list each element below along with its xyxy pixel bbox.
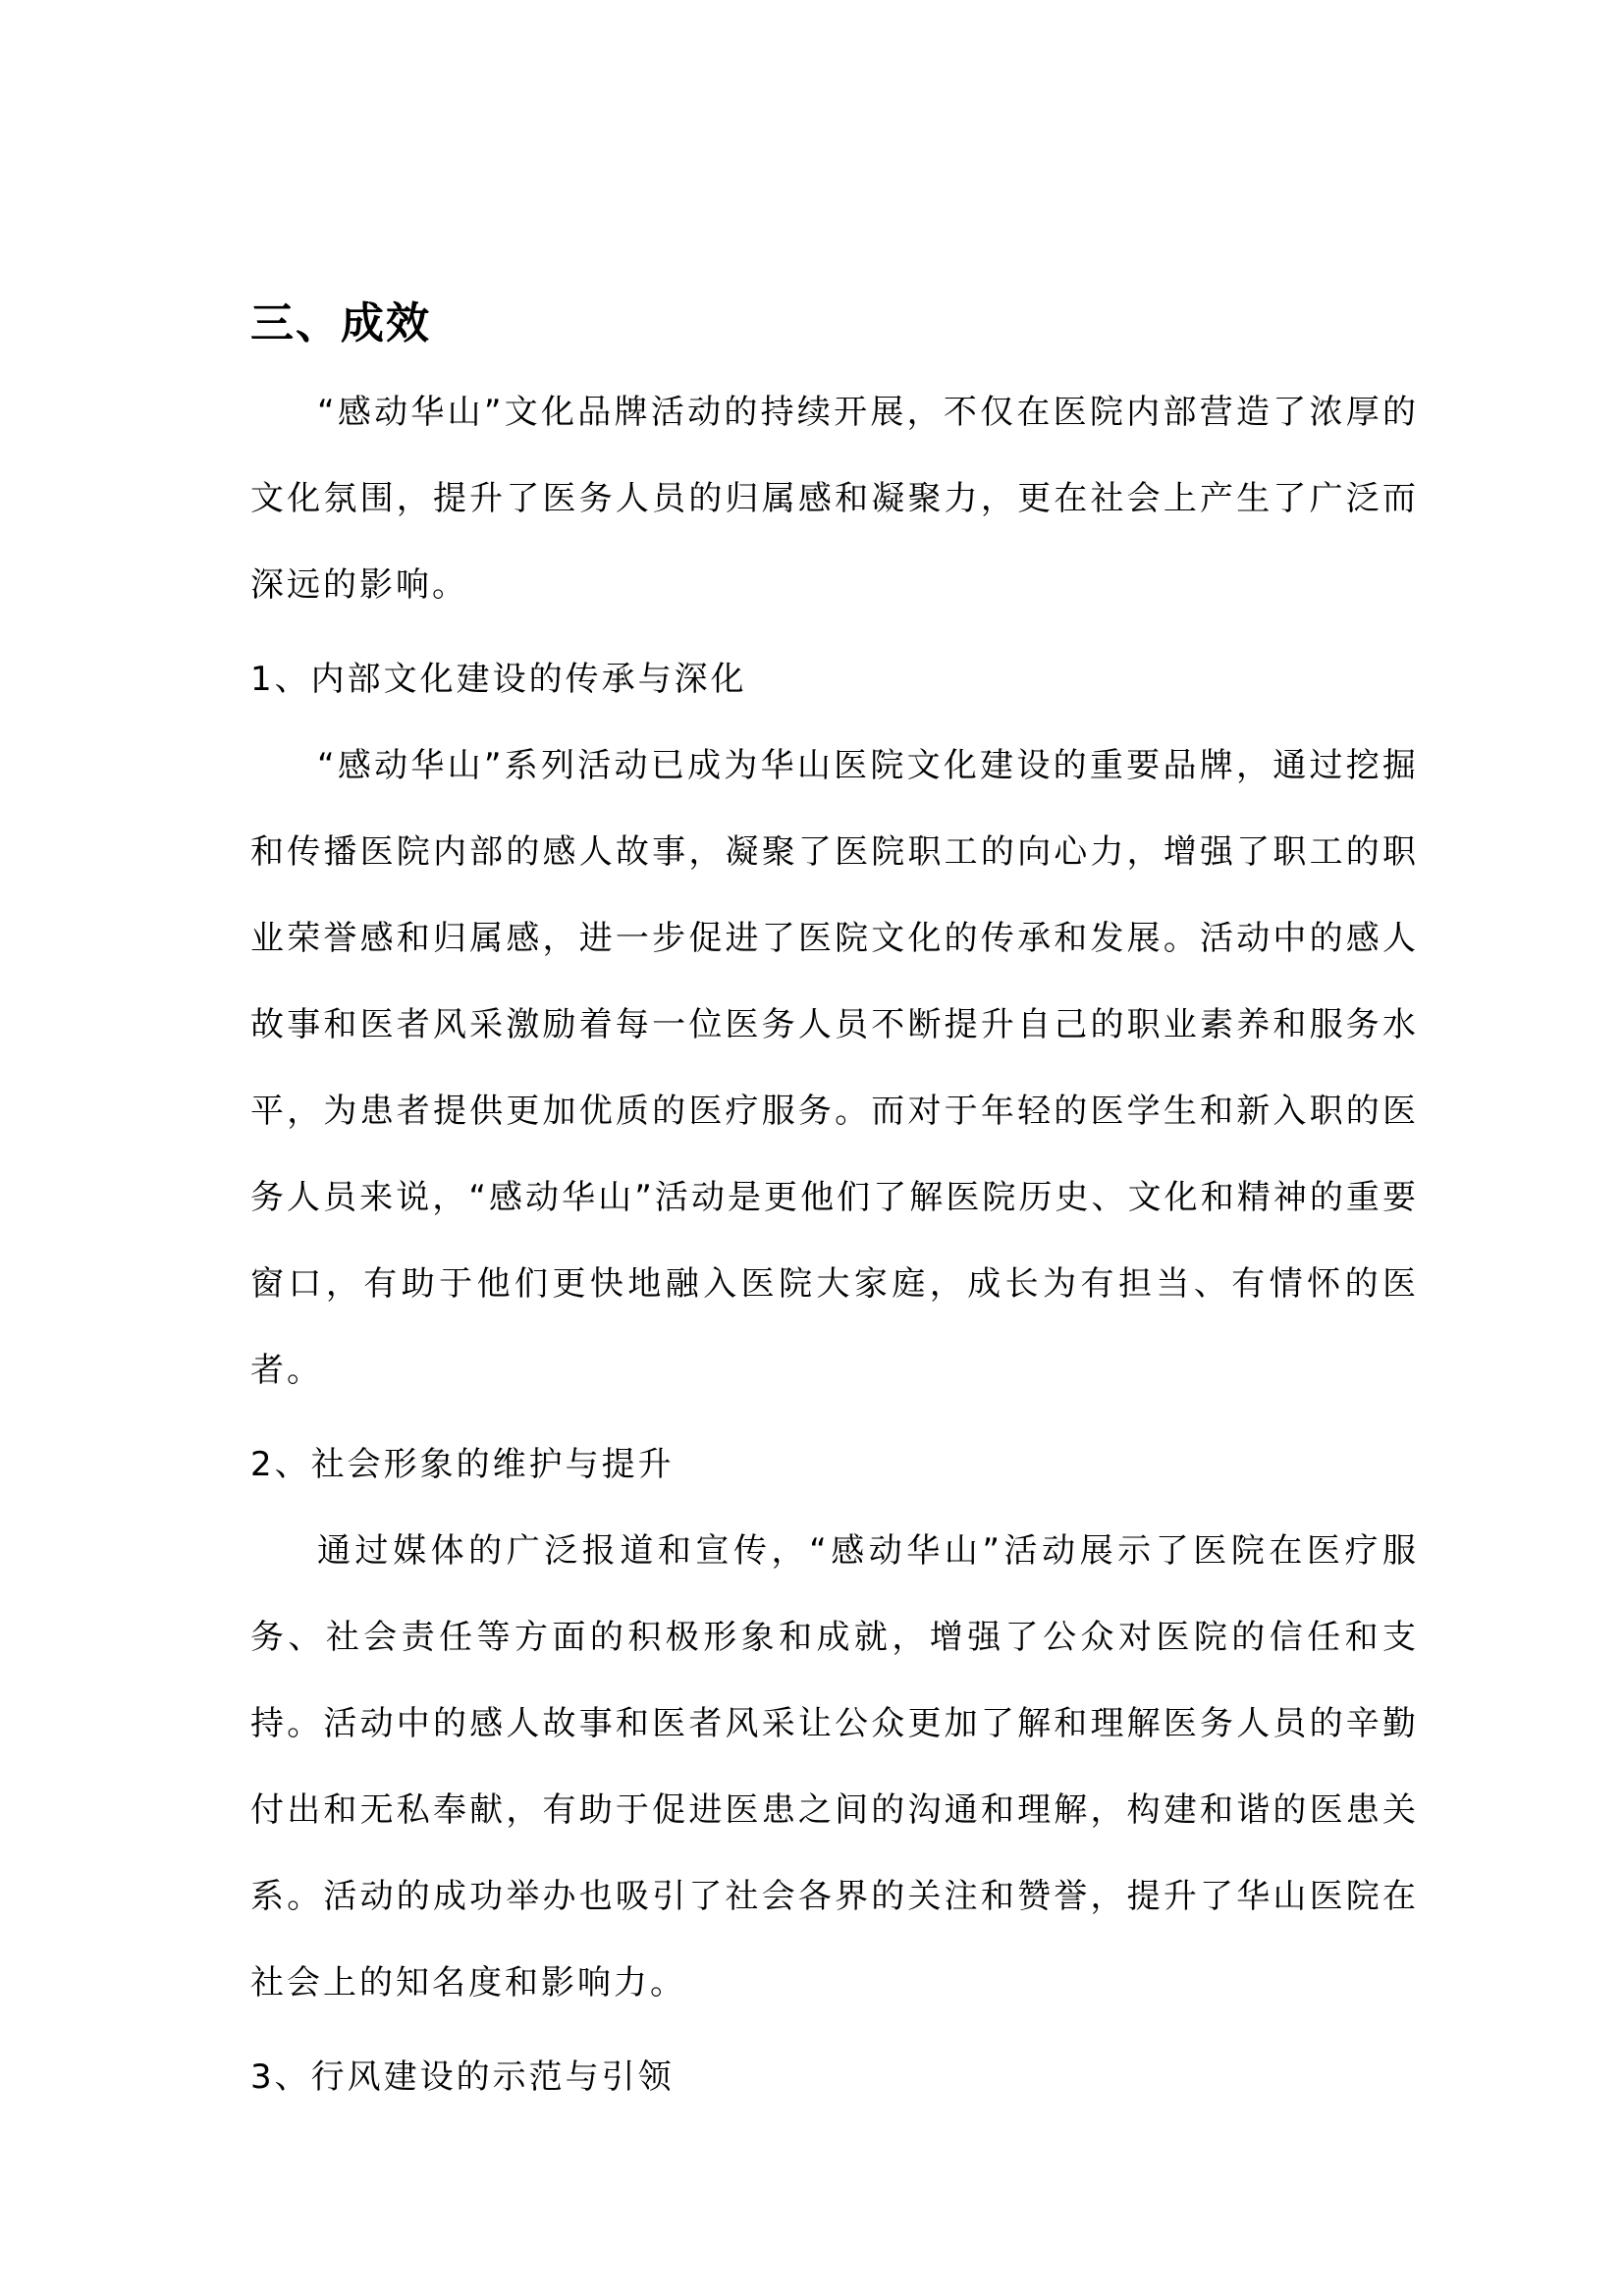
subsection-heading-1: 1、内部文化建设的传承与深化 xyxy=(250,660,747,699)
subsection-body-1: “感动华山”系列活动已成为华山医院文化建设的重要品牌，通过挖掘和传播医院内部的感人故事，凝聚了医院职工的向心力，增强了职工的职业荣誉感和归属感，进一步促进了医院文化的传承和发展。活动中的感人故事和医者风采激励着每一位医务人员不断提升自己的职业素养和服务水平，为患者提供更加优质的医疗服务。而对于年轻的医学生和新入职的医务人员来说，“感动华山”活动是更他们了解医院历史、文化和精神的重要窗口，有助于他们更快地融入医院大家庭，成长为有担当、有情怀的医者。 xyxy=(250,746,1419,1390)
subsection-heading-2: 2、社会形象的维护与提升 xyxy=(250,1445,675,1484)
intro-paragraph: “感动华山”文化品牌活动的持续开展，不仅在医院内部营造了浓厚的文化氛围，提升了医务人员的归属感和凝聚力，更在社会上产生了广泛而深远的影响。 xyxy=(250,393,1419,605)
section-title: 三、成效 xyxy=(250,298,431,348)
document-content xyxy=(250,294,1419,2120)
subsection-body-2: 通过媒体的广泛报道和宣传，“感动华山”活动展示了医院在医疗服务、社会责任等方面的积极形象和成就，增强了公众对医院的信任和支持。活动中的感人故事和医者风采让公众更加了解和理解医务人员的辛勤付出和无私奉献，有助于促进医患之间的沟通和理解，构建和谐的医患关系。活动的成功举办也吸引了社会各界的关注和赞誉，提升了华山医院在社会上的知名度和影响力。 xyxy=(250,1531,1419,2002)
subsection-heading-3: 3、行风建设的示范与引领 xyxy=(250,2057,675,2097)
